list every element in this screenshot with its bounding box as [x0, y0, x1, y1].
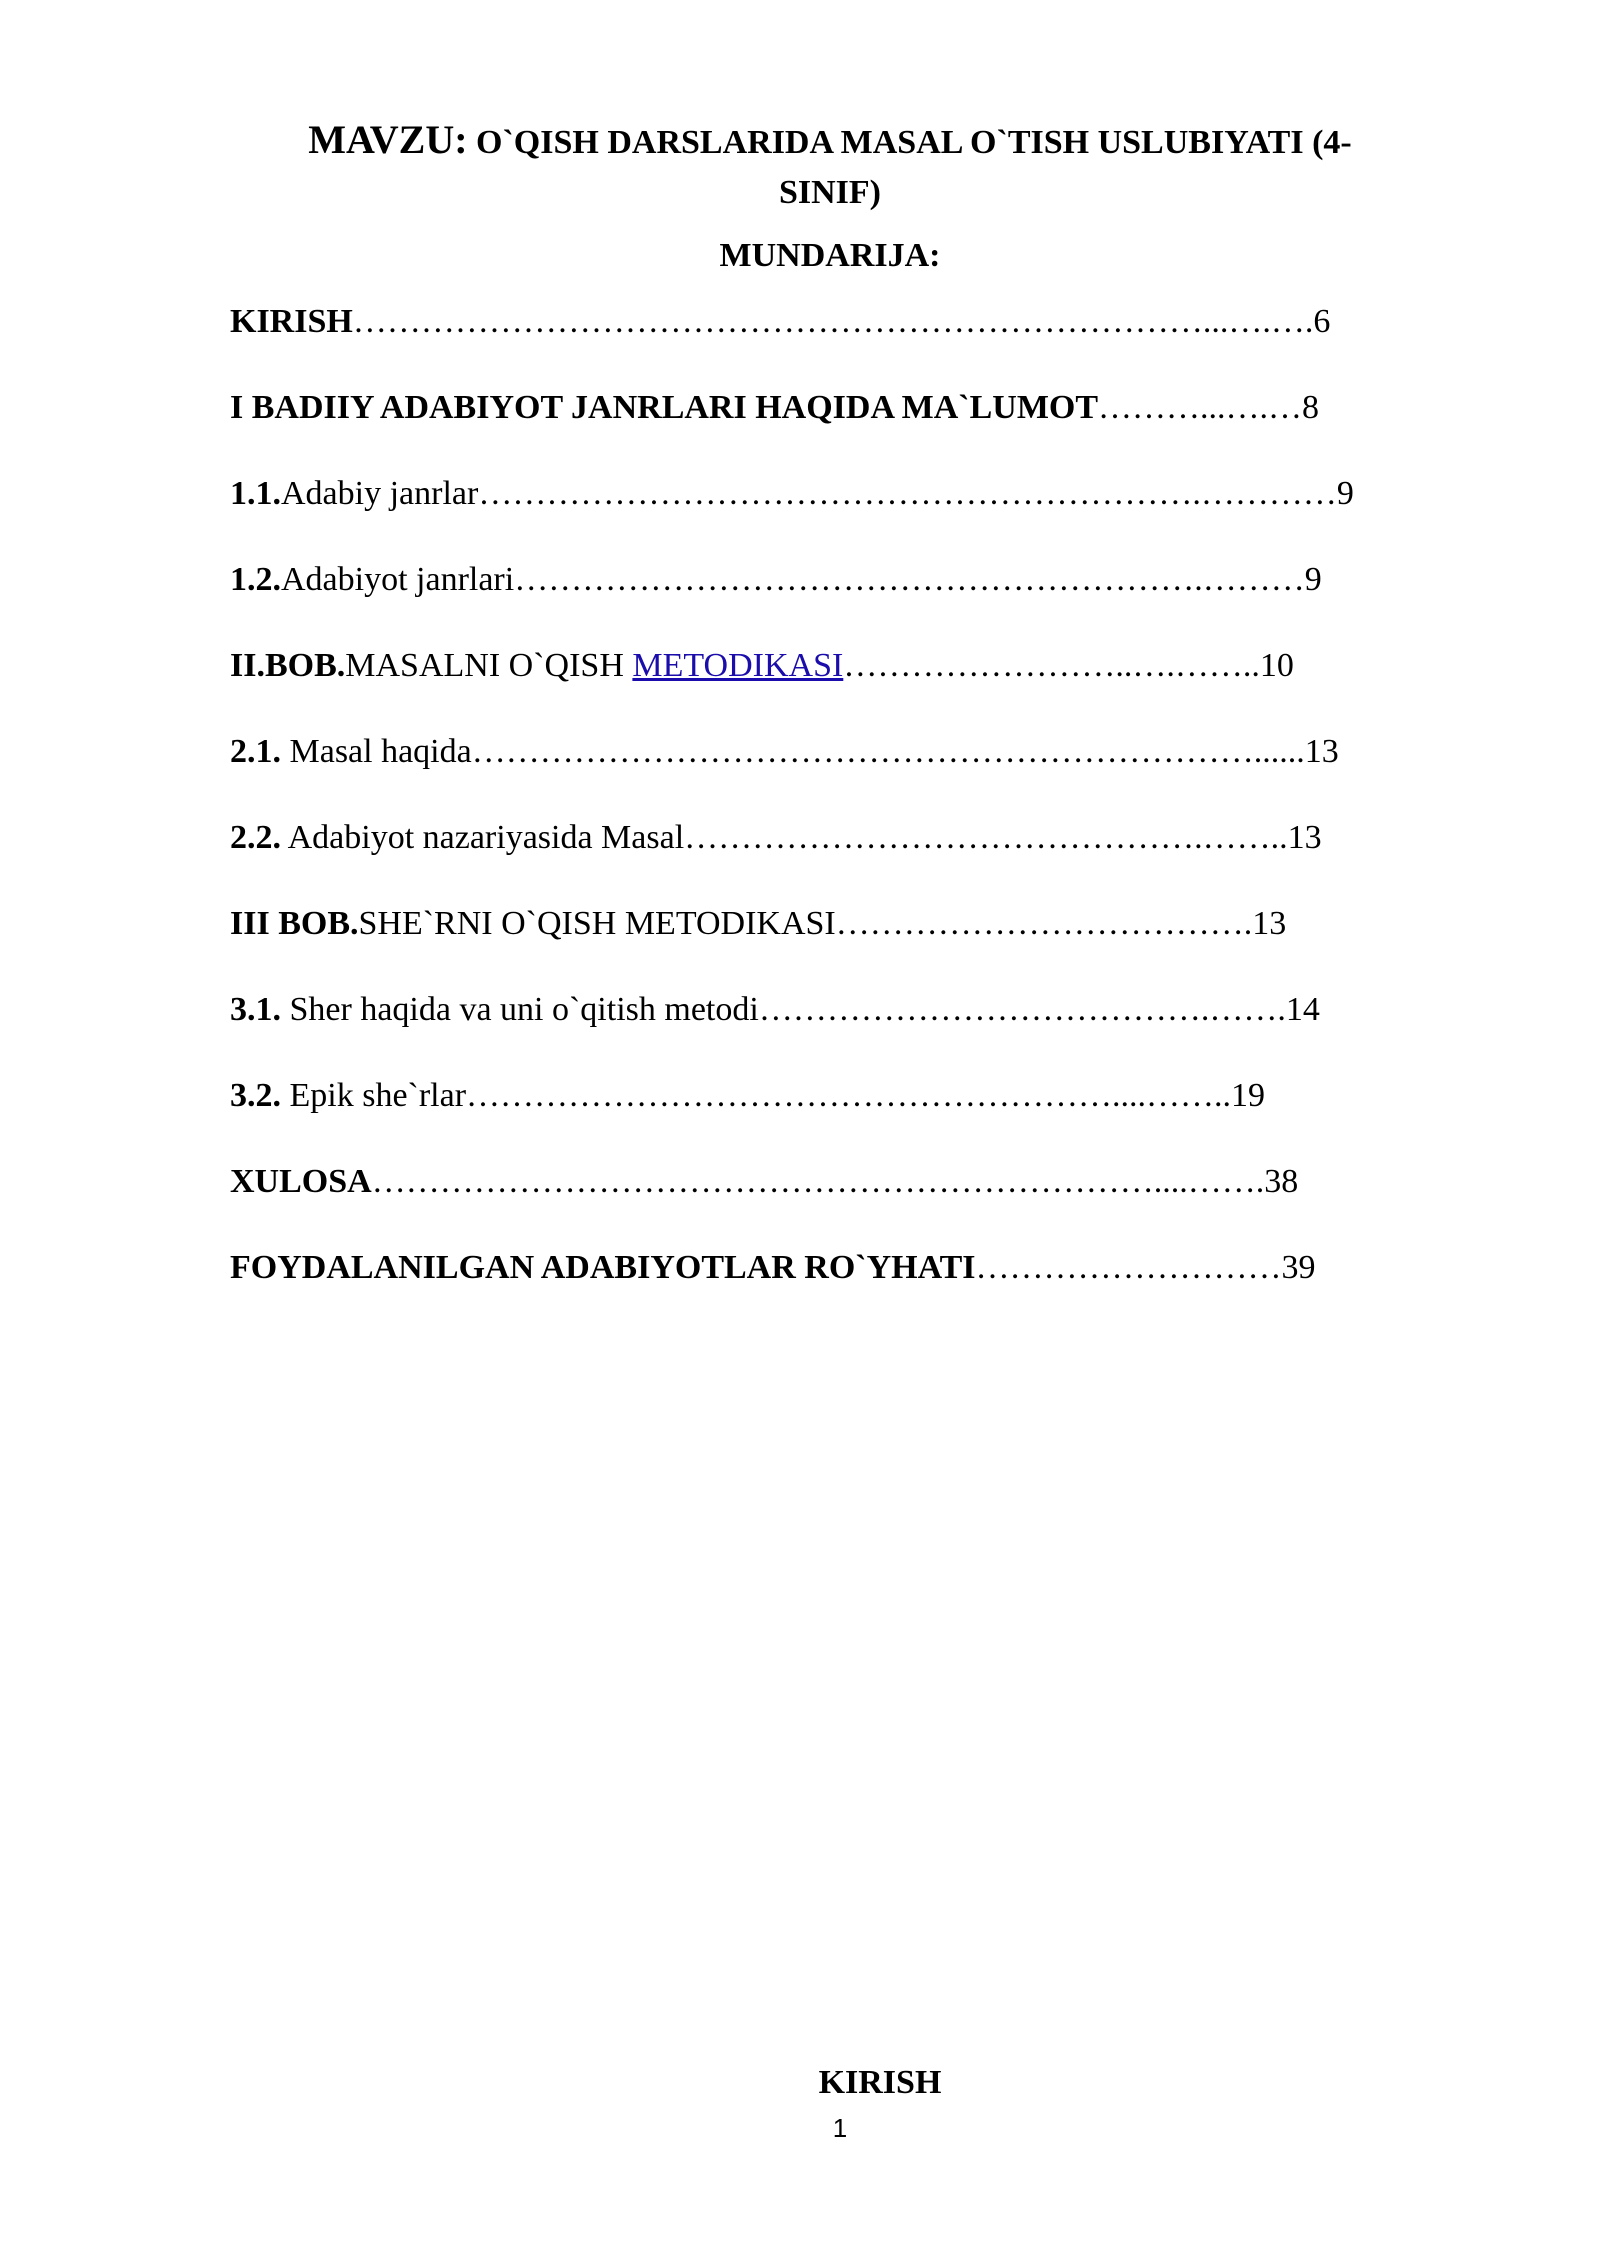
toc-entry [230, 644, 1294, 688]
toc-entry-number: 1.2. [230, 561, 281, 598]
toc-entry-label: SHE`RNI O`QISH METODIKASI [358, 905, 836, 942]
toc-heading: MUNDARIJA: [719, 237, 941, 274]
toc-entry [230, 902, 1286, 946]
toc-entry-number: 3.2. [230, 1077, 281, 1114]
toc-entry-label: XULOSA [230, 1163, 372, 1200]
toc-entry-dots-page: ……………………………………….……..13 [684, 819, 1322, 856]
toc-entry-dots-page: ……………………..….……..10 [843, 647, 1294, 684]
toc-entry-dots-page: …………………………………………………….………9 [514, 561, 1322, 598]
toc-entry-number: 2.1. [230, 733, 281, 770]
toc-entry-dots-page: ………...….…8 [1098, 389, 1320, 426]
toc-entry [230, 988, 1320, 1032]
title-text: O`QISH DARSLARIDA MASAL O`TISH USLUBIYATI (4- [476, 124, 1352, 161]
toc-entry-label: Sher haqida va uni o`qitish metodi [281, 991, 759, 1028]
page-number: 1 [832, 2113, 848, 2143]
toc-entry-label: Adabiyot nazariyasida Masal [281, 819, 685, 856]
toc-entry-label: Masal haqida [281, 733, 472, 770]
toc-entry-number: II.BOB. [230, 647, 346, 684]
toc-entry-dots-page: ………………………………….…….14 [758, 991, 1320, 1028]
toc-entry-dots-page: ……………………………………………………….…………9 [478, 475, 1354, 512]
toc-entry-dots-page: ……………………………….13 [835, 905, 1287, 942]
toc-entry-label: Epik she`rlar [281, 1077, 467, 1114]
section-heading-kirish: KIRISH [818, 2064, 942, 2101]
toc-entry [230, 1246, 1316, 1290]
toc-entry-label: KIRISH [230, 303, 353, 340]
toc-entry-label: Adabiy janrlar [281, 475, 479, 512]
toc-entry-label: MASALNI O`QISH [345, 647, 633, 684]
toc-entry-dots-page: …………………………………………………………………...….….6 [352, 303, 1331, 340]
toc-entry-number: 2.2. [230, 819, 281, 856]
title-prefix: MAVZU: [308, 117, 468, 162]
toc-entry [230, 558, 1322, 602]
toc-entry-number: 1.1. [230, 475, 281, 512]
toc-entry-label: FOYDALANILGAN ADABIYOTLAR RO`YHATI [230, 1249, 976, 1286]
toc-entry [230, 730, 1339, 774]
toc-entry [230, 300, 1330, 344]
toc-entry-label: I BADIIY ADABIYOT JANRLARI HAQIDA MA`LUMOT [230, 389, 1099, 426]
toc-entry [230, 816, 1322, 860]
toc-entry-number: III BOB. [230, 905, 359, 942]
toc-entry-dots-page: ……………………………………………………………....…….38 [371, 1163, 1299, 1200]
toc-entry-dots-page: …………………………………………………....……..19 [466, 1077, 1266, 1114]
metodikasi-link[interactable]: METODIKASI [632, 647, 844, 684]
document-title [230, 115, 1430, 218]
toc-entry [230, 1160, 1298, 1204]
toc-entry-dots-page: ……………………………………………………………......13 [471, 733, 1339, 770]
title-text-line2: SINIF) [778, 174, 882, 211]
toc-entry [230, 472, 1354, 516]
toc-entry-dots-page: ………………………39 [975, 1249, 1316, 1286]
toc-entry [230, 386, 1319, 430]
toc-entry-number: 3.1. [230, 991, 281, 1028]
toc-entry-label: Adabiyot janrlari [281, 561, 515, 598]
toc-entry [230, 1074, 1265, 1118]
